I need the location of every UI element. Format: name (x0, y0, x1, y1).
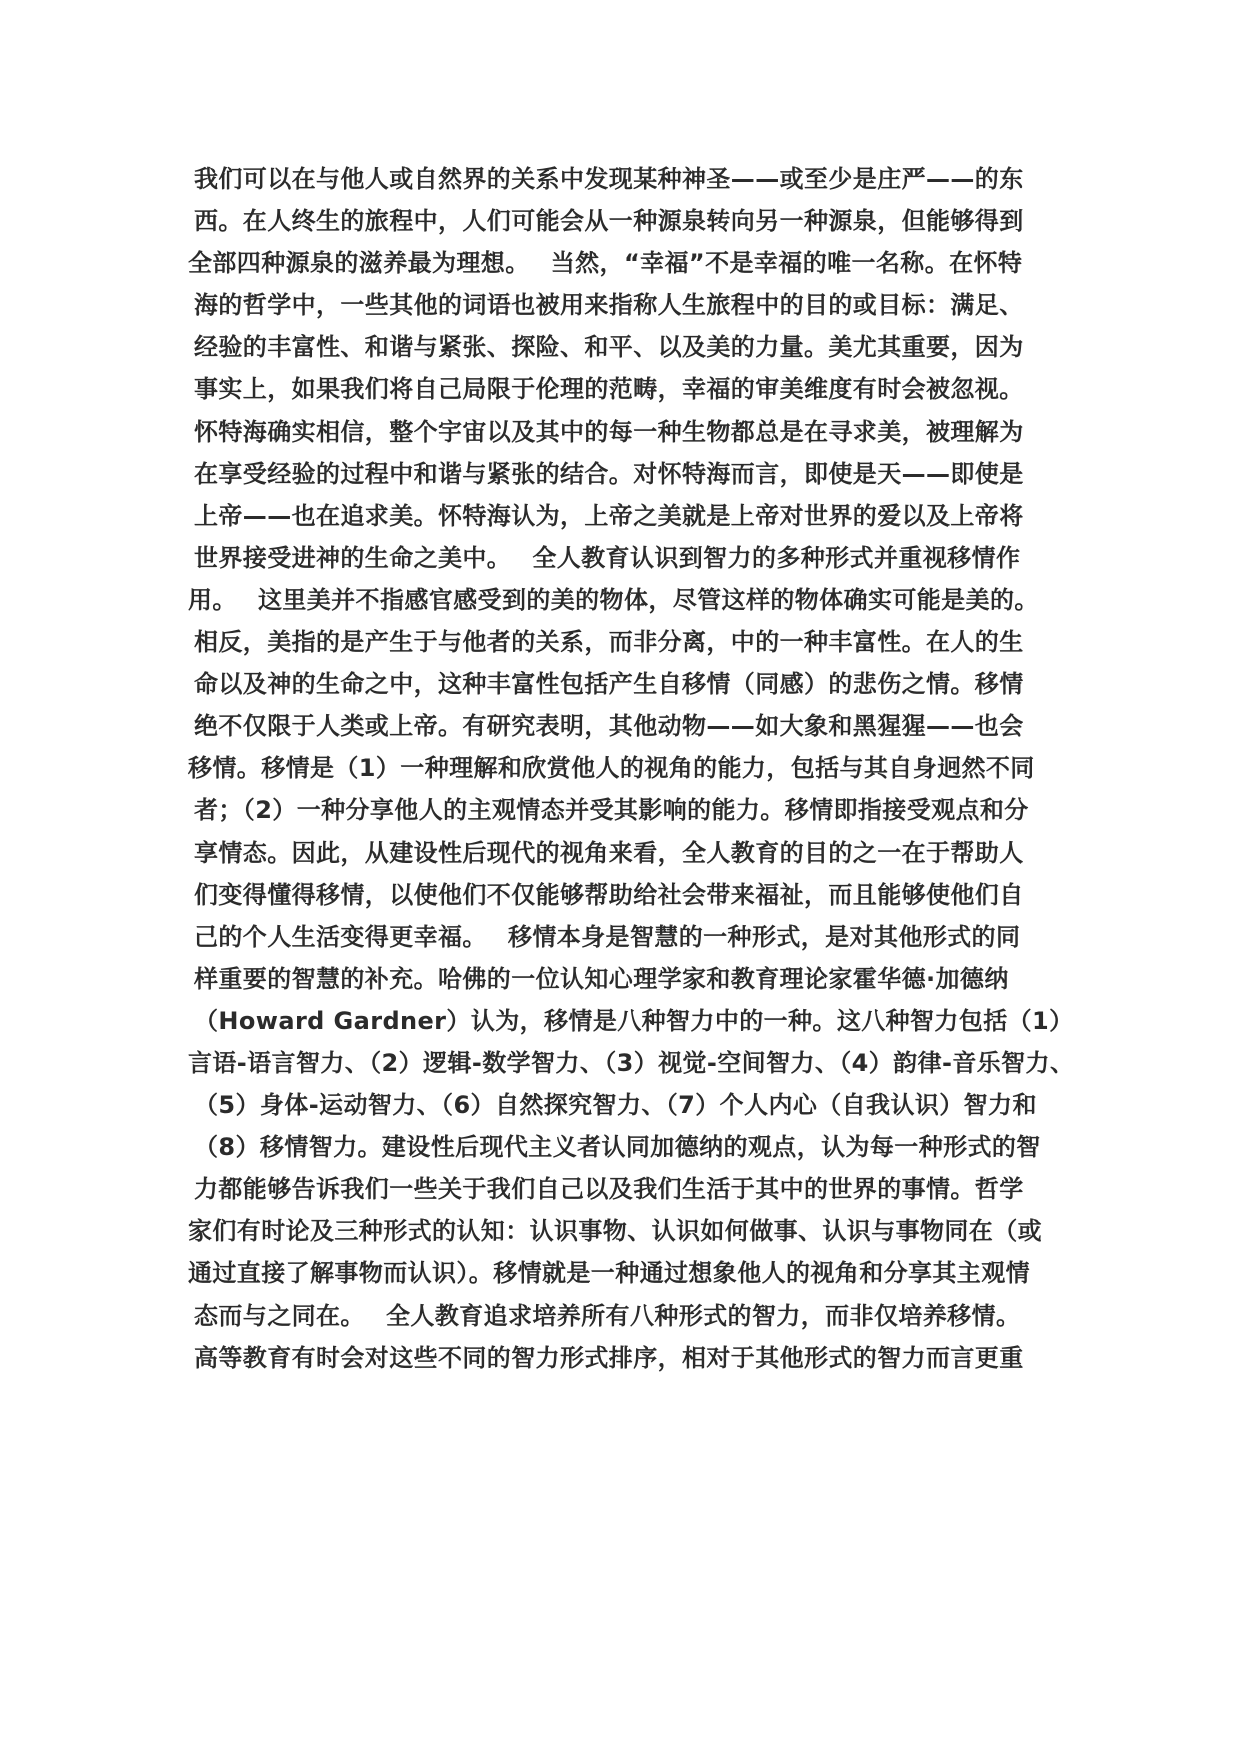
text-line: 绝不仅限于人类或上帝。有研究表明，其他动物——如大象和黑猩猩——也会 (194, 712, 1024, 741)
text-line: 们变得懂得移情，以使他们不仅能够帮助给社会带来福祉，而且能够使他们自 (194, 880, 1024, 909)
text-line: 海的哲学中，一些其他的词语也被用来指称人生旅程中的目的或目标：满足、 (194, 291, 1024, 320)
text-line: 事实上，如果我们将自己局限于伦理的范畴，幸福的审美维度有时会被忽视。 (194, 375, 1024, 404)
text-line: 上帝——也在追求美。怀特海认为，上帝之美就是上帝对世界的爱以及上帝将 (194, 501, 1024, 530)
text-line: 言语-语言智力、（2）逻辑-数学智力、（3）视觉-空间智力、（4）韵律-音乐智力、 (188, 1048, 1075, 1077)
text-line: 享情态。因此，从建设性后现代的视角来看，全人教育的目的之一在于帮助人 (194, 838, 1024, 867)
body-text (188, 158, 1075, 1379)
text-line: 家们有时论及三种形式的认知：认识事物、认识如何做事、认识与事物同在（或 (188, 1217, 1042, 1246)
text-line: 用。 这里美并不指感官感受到的美的物体，尽管这样的物体确实可能是美的。 (188, 585, 1039, 614)
text-line: 怀特海确实相信，整个宇宙以及其中的每一种生物都总是在寻求美，被理解为 (194, 417, 1024, 446)
text-line: 己的个人生活变得更幸福。 移情本身是智慧的一种形式，是对其他形式的同 (194, 922, 1021, 951)
text-line: 高等教育有时会对这些不同的智力形式排序，相对于其他形式的智力而言更重 (194, 1343, 1024, 1372)
text-line: 经验的丰富性、和谐与紧张、探险、和平、以及美的力量。美尤其重要，因为 (194, 333, 1024, 362)
text-line: 全部四种源泉的滋养最为理想。 当然，“幸福”不是幸福的唯一名称。在怀特 (188, 249, 1023, 278)
text-line: 我们可以在与他人或自然界的关系中发现某种神圣——或至少是庄严——的东 (194, 165, 1024, 193)
text-line: 命以及神的生命之中，这种丰富性包括产生自移情（同感）的悲伤之情。移情 (194, 670, 1024, 699)
text-line: 在享受经验的过程中和谐与紧张的结合。对怀特海而言，即使是天——即使是 (194, 459, 1024, 488)
text-line: 相反，美指的是产生于与他者的关系，而非分离，中的一种丰富性。在人的生 (194, 628, 1024, 657)
text-line: （Howard Gardner）认为，移情是八种智力中的一种。这八种智力包括（1） (194, 1006, 1074, 1035)
text-line: 者；（2）一种分享他人的主观情态并受其影响的能力。移情即指接受观点和分 (194, 796, 1029, 825)
text-line: 世界接受进神的生命之美中。 全人教育认识到智力的多种形式并重视移情作 (194, 543, 1021, 572)
text-line: （8）移情智力。建设性后现代主义者认同加德纳的观点，认为每一种形式的智 (194, 1133, 1041, 1162)
text-line: 移情。移情是（1）一种理解和欣赏他人的视角的能力，包括与其自身迥然不同 (188, 754, 1035, 783)
text-line: 态而与之同在。 全人教育追求培养所有八种形式的智力，而非仅培养移情。 (194, 1301, 1021, 1330)
text-line: （5）身体-运动智力、（6）自然探究智力、（7）个人内心（自我认识）智力和 (194, 1091, 1037, 1120)
text-line: 力都能够告诉我们一些关于我们自己以及我们生活于其中的世界的事情。哲学 (194, 1175, 1024, 1204)
text-line: 西。在人终生的旅程中，人们可能会从一种源泉转向另一种源泉，但能够得到 (194, 207, 1024, 236)
text-line: 通过直接了解事物而认识）。移情就是一种通过想象他人的视角和分享其主观情 (188, 1259, 1030, 1288)
text-line: 样重要的智慧的补充。哈佛的一位认知心理学家和教育理论家霍华德·加德纳 (194, 964, 1009, 993)
